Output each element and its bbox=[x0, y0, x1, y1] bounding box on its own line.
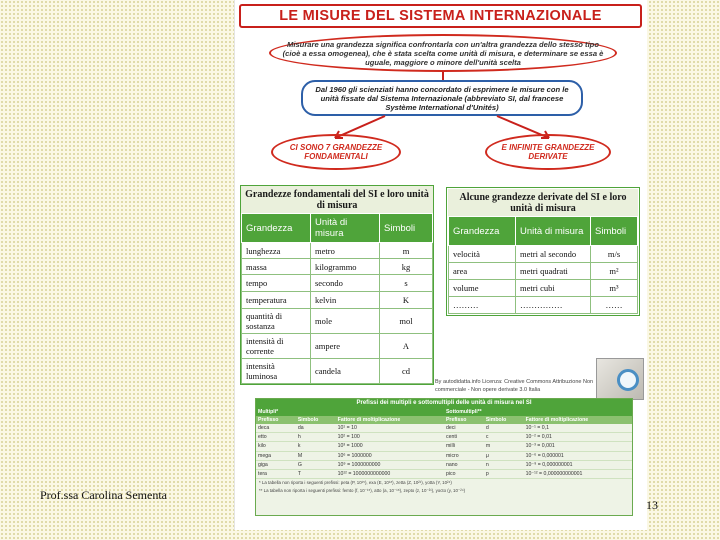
cell: 10³ = 1000 bbox=[336, 442, 444, 451]
table-row bbox=[242, 259, 433, 275]
book-cover-thumbnail bbox=[596, 358, 644, 400]
cell: temperatura bbox=[242, 292, 311, 309]
si-history-text: Dal 1960 gli scienziati hanno concordato di esprimere le misure con le unità fissate dal Sistema Internazionale (abbreviato SI, dal francese Système International d'Unités) bbox=[315, 84, 569, 112]
cell: 10⁶ = 1000000 bbox=[336, 451, 444, 460]
cell: intensità di corrente bbox=[242, 334, 311, 359]
definition-text: Misurare una grandezza significa confrontarla con un'altra grandezza dello stesso tipo (cioè a essa omogenea), che è stata scelta come unità di misura, e determinare se essa è uguale, maggiore o minore dell'unità scelta bbox=[282, 39, 604, 67]
cell: p bbox=[484, 470, 524, 479]
table-header-row bbox=[242, 214, 433, 243]
cell: K bbox=[380, 292, 433, 309]
cell: centi bbox=[444, 433, 484, 442]
cell: lunghezza bbox=[242, 243, 311, 259]
cell: d bbox=[484, 424, 524, 433]
cell: 10⁻³ = 0,001 bbox=[524, 442, 632, 451]
cell: kelvin bbox=[311, 292, 380, 309]
cell: n bbox=[484, 460, 524, 469]
cell: c bbox=[484, 433, 524, 442]
infographic-title: LE MISURE DEL SISTEMA INTERNAZIONALE bbox=[239, 4, 642, 28]
cell: kg bbox=[380, 259, 433, 275]
table-row bbox=[256, 433, 632, 442]
cell: massa bbox=[242, 259, 311, 275]
table-row bbox=[256, 460, 632, 469]
table-row bbox=[449, 280, 638, 297]
table-header-row bbox=[449, 217, 638, 246]
cell: tempo bbox=[242, 275, 311, 292]
cell: candela bbox=[311, 359, 380, 384]
col-header: Prefisso bbox=[256, 416, 296, 424]
cell: mole bbox=[311, 309, 380, 334]
cell: s bbox=[380, 275, 433, 292]
col-header: Unità di misura bbox=[516, 217, 591, 246]
table-row bbox=[242, 275, 433, 292]
cell: h bbox=[296, 433, 336, 442]
prefixes-panel bbox=[255, 398, 633, 516]
submultiples-header: Sottomultipli** bbox=[444, 408, 632, 416]
cell: metri al secondo bbox=[516, 246, 591, 263]
prefixes-title: Prefissi dei multipli e sottomultipli delle unità di misura nel SI bbox=[256, 399, 632, 408]
cell: volume bbox=[449, 280, 516, 297]
col-header: Grandezza bbox=[449, 217, 516, 246]
cell: giga bbox=[256, 460, 296, 469]
cell: mega bbox=[256, 451, 296, 460]
cell: 10⁻⁹ = 0,000000001 bbox=[524, 460, 632, 469]
cell: T bbox=[296, 470, 336, 479]
cell: m³ bbox=[591, 280, 638, 297]
derived-table bbox=[448, 216, 638, 314]
cell: etto bbox=[256, 433, 296, 442]
cell: 10⁻¹ = 0,1 bbox=[524, 424, 632, 433]
fundamental-units-table bbox=[240, 185, 434, 385]
fundamental-table-title: Grandezze fondamentali del SI e loro unità di misura bbox=[241, 186, 433, 213]
cell: metro bbox=[311, 243, 380, 259]
cell: A bbox=[380, 334, 433, 359]
cell: quantità di sostanza bbox=[242, 309, 311, 334]
table-row bbox=[256, 442, 632, 451]
cell: …… bbox=[591, 297, 638, 314]
table-row bbox=[242, 334, 433, 359]
col-header: Simbolo bbox=[484, 416, 524, 424]
cell: 10⁹ = 1000000000 bbox=[336, 460, 444, 469]
table-row bbox=[256, 451, 632, 460]
cell: secondo bbox=[311, 275, 380, 292]
cell: velocità bbox=[449, 246, 516, 263]
cell: 10¹² = 1000000000000 bbox=[336, 470, 444, 479]
col-header: Prefisso bbox=[444, 416, 484, 424]
table-row bbox=[242, 243, 433, 259]
cell: m bbox=[380, 243, 433, 259]
cell: intensità luminosa bbox=[242, 359, 311, 384]
group-header-row bbox=[256, 408, 632, 416]
table-row bbox=[256, 470, 632, 479]
cell: pico bbox=[444, 470, 484, 479]
table-row bbox=[449, 297, 638, 314]
cell: da bbox=[296, 424, 336, 433]
cell: deca bbox=[256, 424, 296, 433]
cell: 10⁻² = 0,01 bbox=[524, 433, 632, 442]
cell: 10¹ = 10 bbox=[336, 424, 444, 433]
prefix-note-1: * La tabella non riporta i seguenti prefissi: peta (P, 10¹⁵), exa (E, 10¹⁸), zetta (Z, 10²¹), yotta (Y, 10²⁴) bbox=[259, 480, 452, 486]
cell: deci bbox=[444, 424, 484, 433]
prefixes-table bbox=[256, 408, 632, 479]
license-caption: By autodidatta.info Licenza: Creative Commons Attribuzione Non commerciale - Non opere derivate 3.0 Italia bbox=[435, 379, 594, 393]
cell: M bbox=[296, 451, 336, 460]
col-header: Grandezza bbox=[242, 214, 311, 243]
cell: 10² = 100 bbox=[336, 433, 444, 442]
cell: m² bbox=[591, 263, 638, 280]
table-row bbox=[449, 246, 638, 263]
cell: …………… bbox=[516, 297, 591, 314]
multiples-header: Multipli* bbox=[256, 408, 444, 416]
fundamental-oval bbox=[271, 134, 401, 170]
cell: ampere bbox=[311, 334, 380, 359]
table-row bbox=[242, 292, 433, 309]
fundamental-oval-text: CI SONO 7 GRANDEZZE FONDAMENTALI bbox=[289, 143, 383, 161]
cell: ……… bbox=[449, 297, 516, 314]
cell: nano bbox=[444, 460, 484, 469]
col-header: Fattore di moltiplicazione bbox=[524, 416, 632, 424]
derived-table-title: Alcune grandezze derivate del SI e loro unità di misura bbox=[448, 189, 638, 216]
col-header: Unità di misura bbox=[311, 214, 380, 243]
col-header: Fattore di moltiplicazione bbox=[336, 416, 444, 424]
cell: metri quadrati bbox=[516, 263, 591, 280]
cell: mol bbox=[380, 309, 433, 334]
table-row bbox=[242, 359, 433, 384]
cell: m/s bbox=[591, 246, 638, 263]
derived-units-table bbox=[446, 187, 640, 316]
cell: μ bbox=[484, 451, 524, 460]
cell: milli bbox=[444, 442, 484, 451]
page-number: 13 bbox=[646, 498, 658, 512]
derived-oval bbox=[485, 134, 611, 170]
cell: k bbox=[296, 442, 336, 451]
cell: tera bbox=[256, 470, 296, 479]
table-row bbox=[256, 424, 632, 433]
cell: area bbox=[449, 263, 516, 280]
table-header-row bbox=[256, 416, 632, 424]
cell: metri cubi bbox=[516, 280, 591, 297]
cell: G bbox=[296, 460, 336, 469]
col-header: Simboli bbox=[380, 214, 433, 243]
fundamental-table bbox=[241, 213, 433, 384]
table-row bbox=[449, 263, 638, 280]
cell: micro bbox=[444, 451, 484, 460]
cell: 10⁻¹² = 0,000000000001 bbox=[524, 470, 632, 479]
cell: 10⁻⁶ = 0,000001 bbox=[524, 451, 632, 460]
magnifier-icon bbox=[617, 369, 639, 391]
author-footer: Prof.ssa Carolina Sementa bbox=[40, 488, 167, 502]
cell: cd bbox=[380, 359, 433, 384]
prefix-note-2: ** La tabella non riporta i seguenti prefissi: femto (f, 10⁻¹⁵), atto (a, 10⁻¹⁸), zepto (z, 10⁻²¹), yocto (y, 10⁻²⁴) bbox=[259, 488, 466, 494]
col-header: Simbolo bbox=[296, 416, 336, 424]
cell: kilo bbox=[256, 442, 296, 451]
cell: m bbox=[484, 442, 524, 451]
derived-oval-text: E INFINITE GRANDEZZE DERIVATE bbox=[501, 143, 595, 161]
table-row bbox=[242, 309, 433, 334]
col-header: Simboli bbox=[591, 217, 638, 246]
cell: kilogrammo bbox=[311, 259, 380, 275]
